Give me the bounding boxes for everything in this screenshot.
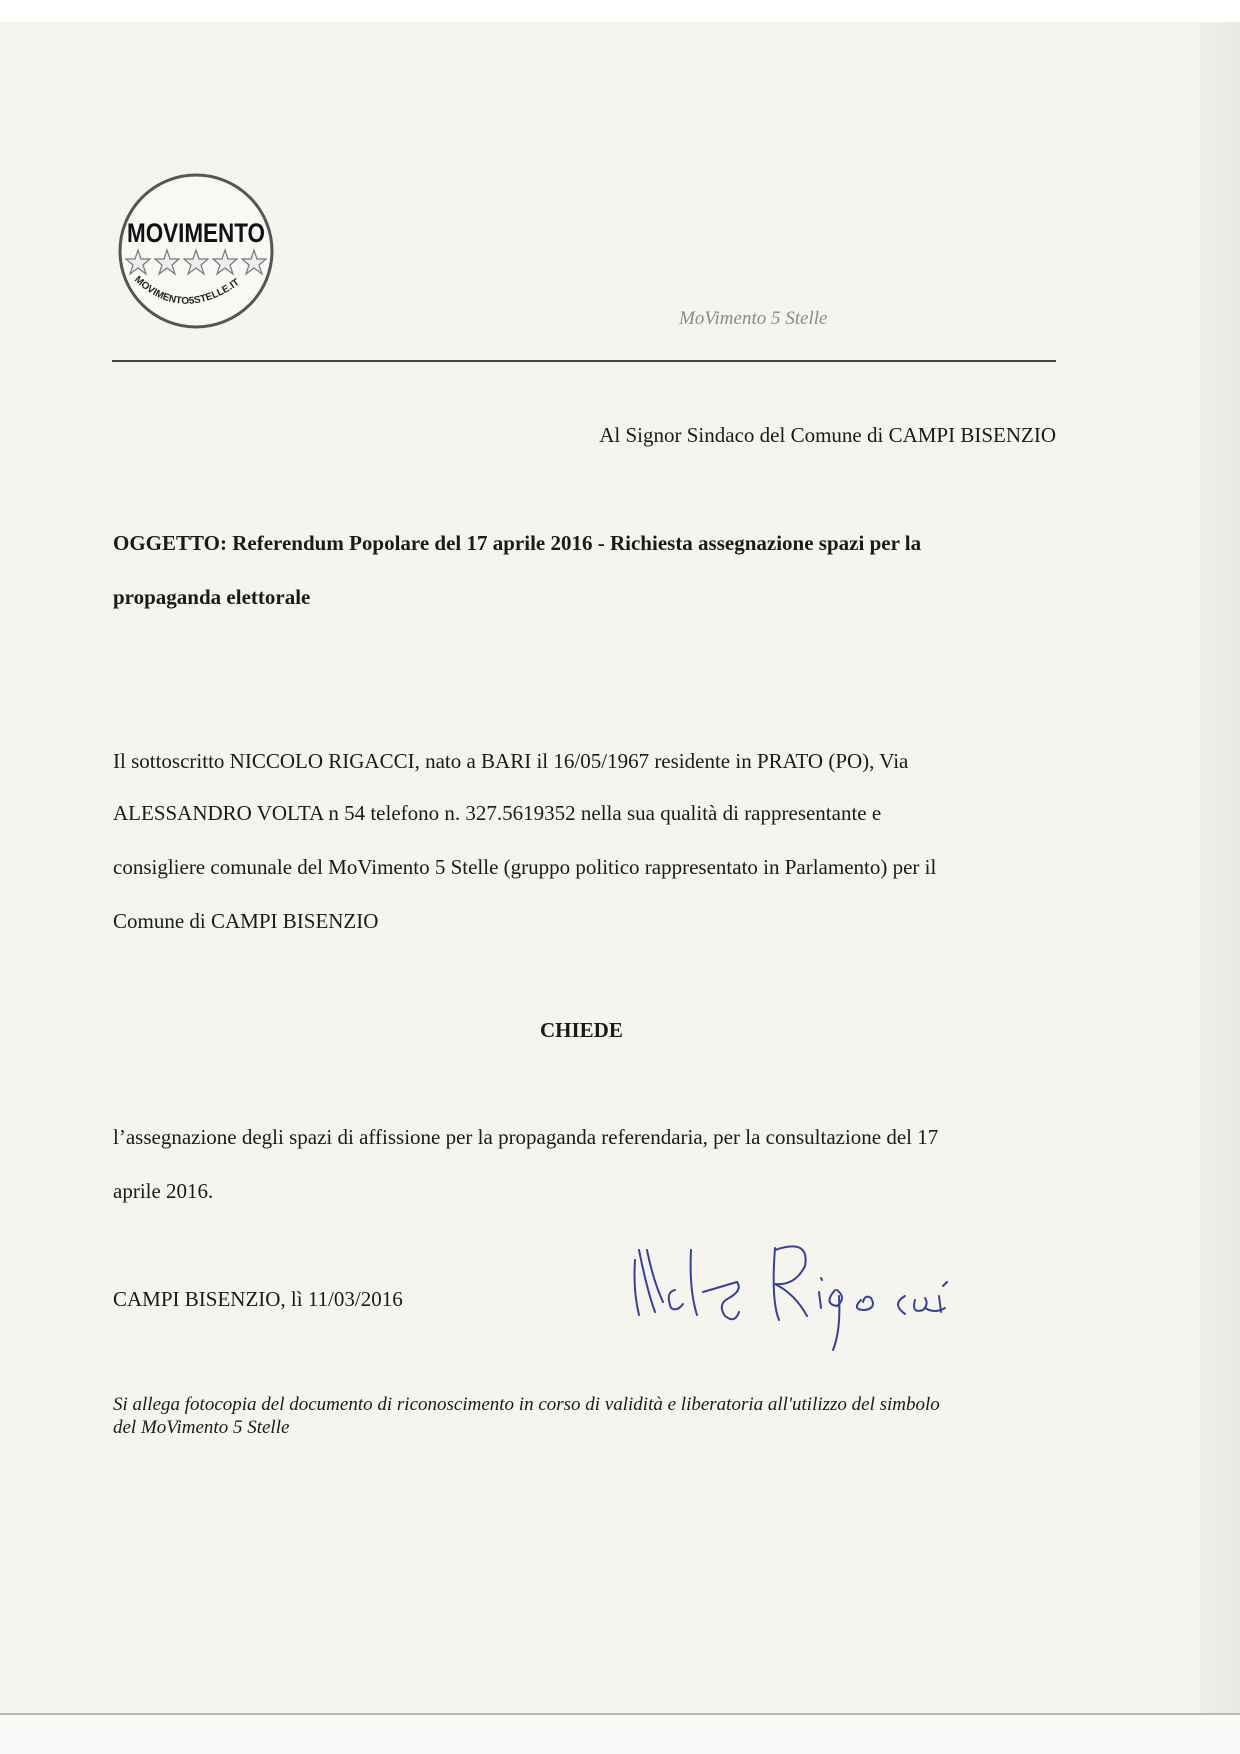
- recipient: Al Signor Sindaco del Comune di CAMPI BISENZIO: [599, 423, 1056, 447]
- body-line-3: consigliere comunale del MoVimento 5 Stelle (gruppo politico rappresentato in Parlamento) per il: [113, 855, 937, 879]
- svg-text:MOVIMENTO5STELLE.IT: MOVIMENTO5STELLE.IT: [132, 274, 242, 307]
- request-line-1: l’assegnazione degli spazi di affissione per la propaganda referendaria, per la consultazione del 17: [113, 1125, 939, 1149]
- header-divider: [112, 360, 1056, 362]
- movimento-5-stelle-logo: [116, 170, 276, 332]
- body-line-4: Comune di CAMPI BISENZIO: [113, 909, 379, 933]
- subject-line-2: propaganda elettorale: [113, 585, 311, 609]
- scan-right-margin: [1200, 22, 1240, 1722]
- brand-name: MoVimento 5 Stelle: [679, 308, 828, 329]
- request-heading: CHIEDE: [540, 1018, 623, 1042]
- handwritten-signature: [625, 1220, 975, 1360]
- body-line-1: Il sottoscritto NICCOLO RIGACCI, nato a BARI il 16/05/1967 residente in PRATO (PO), Via: [113, 749, 909, 773]
- scan-top-margin: [0, 0, 1240, 22]
- attachment-note-line-2: del MoVimento 5 Stelle: [113, 1417, 290, 1438]
- place-date: CAMPI BISENZIO, lì 11/03/2016: [113, 1287, 403, 1311]
- subject-line-1: OGGETTO: Referendum Popolare del 17 aprile 2016 - Richiesta assegnazione spazi per la: [113, 531, 922, 555]
- body-line-2: ALESSANDRO VOLTA n 54 telefono n. 327.5619352 nella sua qualità di rappresentante e: [113, 801, 882, 825]
- attachment-note-line-1: Si allega fotocopia del documento di riconoscimento in corso di validità e liberatoria all'utilizzo del simbolo: [113, 1394, 940, 1415]
- request-line-2: aprile 2016.: [113, 1179, 214, 1203]
- svg-text:MOVIMENTO: MOVIMENTO: [127, 218, 265, 248]
- scan-bottom-margin: [0, 1715, 1240, 1754]
